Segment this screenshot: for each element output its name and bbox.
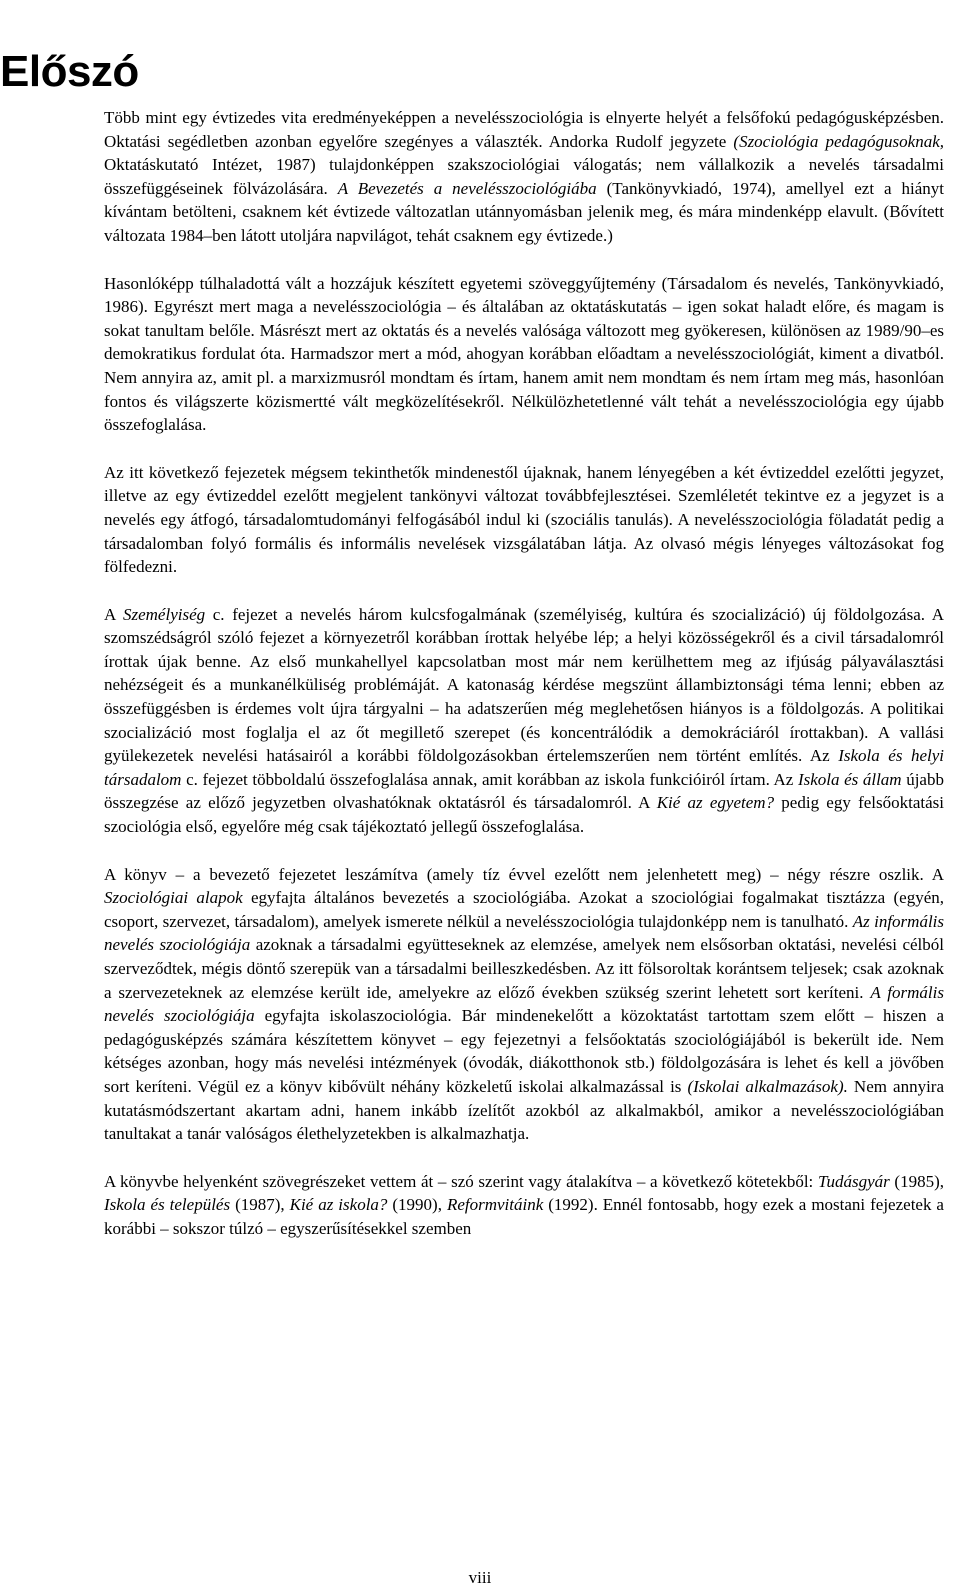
- italic-text-run: Személyiség: [122, 604, 206, 624]
- page-title: Előszó: [0, 47, 139, 96]
- text-run: pedig egy felsőoktatási szociológia első, egyelőre még csak tájékoztató jellegű összefoglalása.: [104, 793, 945, 837]
- italic-text-run: Iskola és helyi társadalom: [104, 746, 944, 789]
- page-number: viii: [468, 1568, 492, 1587]
- text-run: (1992). Ennél fontosabb, hogy ezek a mostani fejezetek a korábbi – sokszor túlzó – egyszerűsítésekkel szemben: [104, 1195, 944, 1238]
- paragraph-4: [104, 603, 944, 839]
- paragraph-1: [104, 106, 944, 248]
- text-run: Oktatáskutató Intézet, 1987) tulajdonképpen szakszociológiai válogatás; nem vállalkozik a nevelés társadalmi összefüggéseinek fölvázolására.: [104, 155, 944, 198]
- text-run: (1987),: [230, 1195, 290, 1215]
- text-run: A: [104, 604, 123, 624]
- paragraph-6: [104, 1170, 944, 1241]
- text-run: A könyv – a bevezető fejezetet leszámítva (amely tíz évvel ezelőtt nem jelenhetett meg) – négy részre oszlik. A: [104, 864, 944, 884]
- italic-text-run: Iskola és állam: [797, 769, 902, 789]
- text-run: Az itt következő fejezetek mégsem tekinthetők mindenestől újaknak, hanem lényegében a két évtizeddel ezelőtti jegyzet, illetve az egy évtizeddel ezelőtt megjelent tankönyvi változat továbbfejlesztései. Szemléletét tekintve ez a jegyzet is a nevelés egy átfogó, társadalomtudományi felfogásából indul ki (szociális tanulás). A nevelésszociológia föladatát pedig a társadalomban folyó formális és informális nevelések vizsgálatában látja. Az olvasó mégis lényeges változásokat fog fölfedezni.: [104, 462, 944, 577]
- paragraph-3: [104, 461, 944, 579]
- italic-text-run: Kié az egyetem?: [656, 793, 775, 813]
- text-run: A könyvbe helyenként szövegrészeket vettem át – szó szerint vagy átalakítva – a következő kötetekből:: [104, 1171, 818, 1191]
- paragraph-5: [104, 863, 944, 1146]
- text-run: egyfajta iskolaszociológia. Bár mindenekelőtt a közoktatást tartottam szem előtt – hiszen a pedagógusképzés számára készítettem könyvet – egy fejezetnyi a felsőoktatás szociológiájából is bekerült ide. Nem kétséges azonban, hogy más nevelési intézmények (óvodák, diákotthonok stb.) földolgozására is lehet és kell a jövőben sort keríteni. Végül ez a könyv kibővült néhány közkeletű iskolai alkalmazással is: [104, 1006, 944, 1096]
- text-run: Nem annyira kutatásmódszertant akartam adni, hanem inkább ízelítőt azokból az alkalmakból, amikor a nevelésszociológiában tanultakat a tanár valóságos élethelyzetekben is alkalmazhatja.: [104, 1076, 944, 1144]
- italic-text-run: Tudásgyár: [817, 1171, 890, 1191]
- text-run: (1990),: [387, 1195, 447, 1215]
- text-run: újabb összegzése az előző jegyzetben olvashatóknak oktatásról és társadalomról. A: [104, 769, 944, 813]
- text-run: (1985),: [889, 1171, 944, 1191]
- italic-text-run: Kié az iskola?: [289, 1195, 388, 1215]
- italic-text-run: A formális nevelés szociológiája: [104, 982, 944, 1026]
- italic-text-run: (Iskolai alkalmazások).: [687, 1076, 848, 1096]
- text-run: c. fejezet a nevelés három kulcsfogalmának (személyiség, kultúra és szocializáció) új földolgozása. A szomszédságról szóló fejezet a környezetről korábban írottak helyébe lép; a helyi közösségekről és a civil társadalomról írottak újak benne. Az első munkahellyel kapcsolatban most már nem kerülhettem meg az ifjúság pályaválasztási nehézségeit és a munkanélküliség problémáját. A katonaság kérdése megszünt állambiztonsági téma lenni; ebben az összefüggésben is érdemes volt újra tárgyalni – ha adatszerűen még meglehetősen hiányos is a földolgozás. A politikai szocializáció most foglalja el az őt megillető szerepet (és koncentrálódik a demokráciáról írottakban). A vallási gyülekezetek nevelési hatásairól a korábbi földolgozásokban értelemszerűen nem történt említés. Az: [104, 604, 944, 766]
- text-run: (Tankönyvkiadó, 1974), amellyel ezt a hiányt kívántam betölteni, csaknem két évtizede változatlan utánnyomásban jelenik meg, és mára mindenképp elavult. (Bővített változata 1984–ben látott utoljára napvilágot, tehát csaknem egy évtizede.): [104, 178, 944, 245]
- text-run: c. fejezet többoldalú összefoglalása annak, amit korábban az iskola funkcióiról írtam. Az: [181, 769, 798, 789]
- italic-text-run: Szociológiai alapok: [104, 888, 243, 908]
- body-text: [104, 106, 944, 1265]
- text-run: Hasonlóképp túlhaladottá vált a hozzájuk készített egyetemi szöveggyűjtemény (Társadalom és nevelés, Tankönyvkiadó, 1986). Egyrészt mert maga a nevelésszociológia – és általában az oktatáskutatás – igen sokat haladt előre, és magam is sokat tanultam belőle. Másrészt mert az oktatás és a nevelés valósága változott meg gyökeresen, különösen az 1989/90–es demokratikus fordulat óta. Harmadszor mert a mód, ahogyan korábban előadtam a nevelésszociológiát, kiment a divatból. Nem annyira az, amit pl. a marxizmusról mondtam és írtam, hanem amit nem mondtam és nem írtam meg más, hasonlóan fontos és világszerte közismertté vált megközelítésekről. Nélkülözhetetlenné vált tehát a nevelésszociológia egy újabb összefoglalása.: [104, 273, 944, 435]
- paragraph-2: [104, 272, 944, 437]
- italic-text-run: A Bevezetés a nevelésszociológiába: [337, 178, 597, 198]
- italic-text-run: Iskola és település: [104, 1195, 231, 1215]
- italic-text-run: Az informális nevelés szociológiája: [104, 911, 945, 955]
- text-run: egyfajta általános bevezetés a szociológiába. Azokat a szociológiai fogalmakat tisztázza (egyén, csoport, szervezet, társadalom), amelyek ismerete nélkül a nevelésszociológia tulajdonképp nem is tanulható.: [104, 888, 944, 931]
- italic-text-run: Reformvitáink: [446, 1195, 544, 1215]
- italic-text-run: (Szociológia pedagógusoknak,: [733, 131, 944, 151]
- text-run: azoknak a társadalmi együtteseknek az elemzése, amelyek nem elsősorban oktatási, nevelési célból szerveződtek, mégis döntő szerepük van a társadalmi beilleszkedésben. Az itt fölsoroltak korántsem teljesek; csak azoknak a szervezeteknek az elemzése került ide, amelyekre az előző években szükség szerint lehetett sort keríteni.: [104, 935, 944, 1002]
- text-run: Több mint egy évtizedes vita eredményeképpen a nevelésszociológia is elnyerte helyét a felsőfokú pedagógusképzésben. Oktatási segédletben azonban egyelőre szegényes a választék. Andorka Rudolf jegyzete: [104, 108, 944, 151]
